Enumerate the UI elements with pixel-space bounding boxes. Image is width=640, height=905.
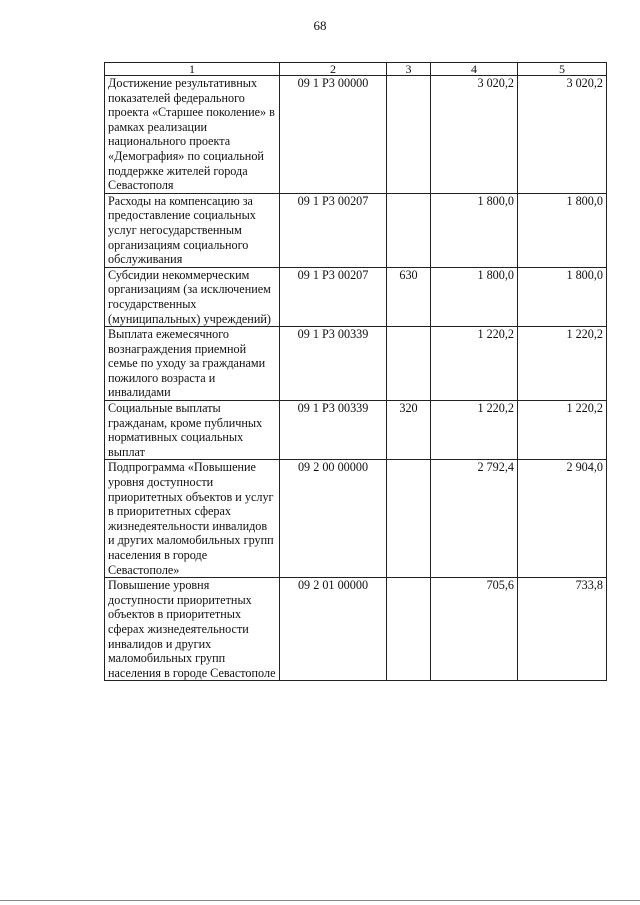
row-code-cell: 09 1 P3 00339	[280, 327, 387, 401]
row-expense-type-cell: 630	[387, 267, 431, 326]
row-expense-type-cell	[387, 327, 431, 401]
row-name-cell: Подпрограмма «Повышение уровня доступности приоритетных объектов и услуг в приоритетных сферах жизнедеятельности инвалидов и других маломобильных групп населения в городе Севастополе»	[105, 460, 280, 578]
column-header-1: 1	[105, 63, 280, 76]
row-name-cell: Социальные выплаты гражданам, кроме публичных нормативных социальных выплат	[105, 401, 280, 460]
row-name-cell: Выплата ежемесячного вознаграждения приемной семье по уходу за гражданами пожилого возраста и инвалидами	[105, 327, 280, 401]
table-row	[105, 578, 607, 681]
row-amount-2-cell: 1 800,0	[518, 193, 607, 267]
row-expense-type-cell	[387, 76, 431, 194]
row-amount-1-cell: 705,6	[431, 578, 518, 681]
table-row	[105, 267, 607, 326]
budget-table	[104, 62, 607, 681]
table-row	[105, 327, 607, 401]
row-code-cell: 09 1 P3 00207	[280, 267, 387, 326]
table-header-row	[105, 63, 607, 76]
row-name-cell: Достижение результативных показателей федерального проекта «Старшее поколение» в рамках реализации национального проекта «Демография» по социальной поддержке жителей города Севастополя	[105, 76, 280, 194]
row-expense-type-cell	[387, 193, 431, 267]
row-code-cell: 09 2 01 00000	[280, 578, 387, 681]
row-code-cell: 09 1 P3 00207	[280, 193, 387, 267]
row-name-cell: Повышение уровня доступности приоритетных объектов в приоритетных сферах жизнедеятельности инвалидов и других маломобильных групп населения в городе Севастополе	[105, 578, 280, 681]
row-amount-2-cell: 3 020,2	[518, 76, 607, 194]
column-header-4: 4	[431, 63, 518, 76]
page-bottom-rule	[0, 900, 640, 901]
row-expense-type-cell	[387, 460, 431, 578]
column-header-5: 5	[518, 63, 607, 76]
row-amount-2-cell: 1 220,2	[518, 327, 607, 401]
table-row	[105, 76, 607, 194]
row-amount-1-cell: 1 220,2	[431, 327, 518, 401]
row-amount-2-cell: 1 220,2	[518, 401, 607, 460]
row-expense-type-cell: 320	[387, 401, 431, 460]
table-row	[105, 193, 607, 267]
table-row	[105, 401, 607, 460]
row-expense-type-cell	[387, 578, 431, 681]
row-code-cell: 09 2 00 00000	[280, 460, 387, 578]
row-name-cell: Расходы на компенсацию за предоставление социальных услуг негосударственным организациям социального обслуживания	[105, 193, 280, 267]
table-row	[105, 460, 607, 578]
page-number: 68	[313, 18, 327, 33]
row-code-cell: 09 1 P3 00339	[280, 401, 387, 460]
row-amount-1-cell: 1 220,2	[431, 401, 518, 460]
row-amount-1-cell: 2 792,4	[431, 460, 518, 578]
row-amount-1-cell: 1 800,0	[431, 267, 518, 326]
row-amount-2-cell: 1 800,0	[518, 267, 607, 326]
column-header-2: 2	[280, 63, 387, 76]
row-code-cell: 09 1 P3 00000	[280, 76, 387, 194]
row-amount-2-cell: 2 904,0	[518, 460, 607, 578]
column-header-3: 3	[387, 63, 431, 76]
row-name-cell: Субсидии некоммерческим организациям (за исключением государственных (муниципальных) учреждений)	[105, 267, 280, 326]
row-amount-1-cell: 3 020,2	[431, 76, 518, 194]
row-amount-2-cell: 733,8	[518, 578, 607, 681]
row-amount-1-cell: 1 800,0	[431, 193, 518, 267]
